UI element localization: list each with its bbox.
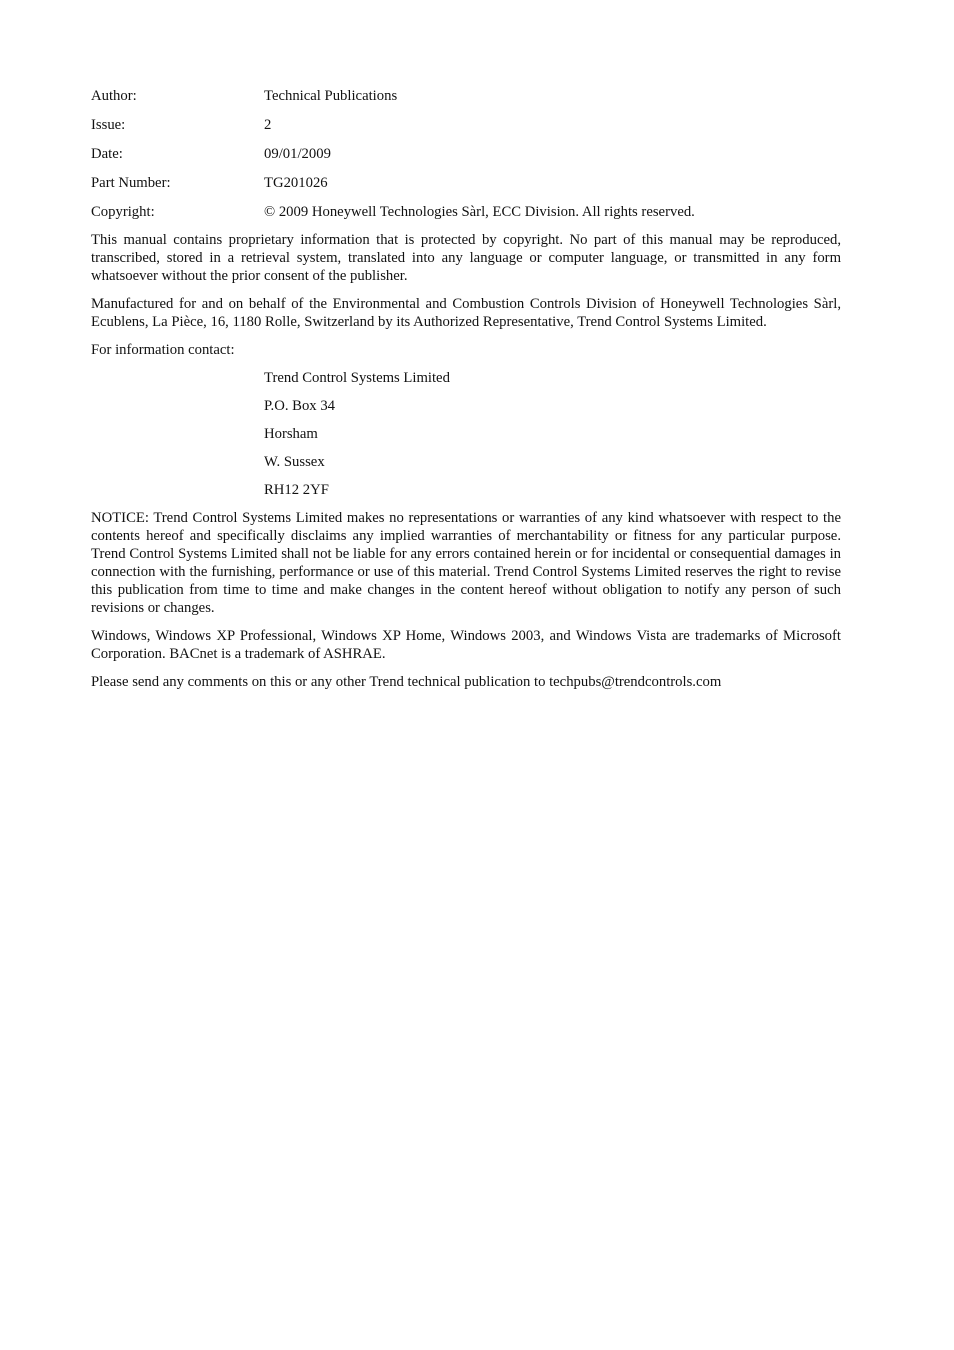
meta-label: Copyright: xyxy=(91,204,155,220)
trademarks-paragraph: Windows, Windows XP Professional, Windows XP Home, Windows 2003, and Windows Vista are trademarks of Microsoft Corporation. BACnet is a trademark of ASHRAE. xyxy=(91,628,841,662)
meta-row-date xyxy=(91,144,841,173)
address-line: Trend Control Systems Limited xyxy=(264,370,450,386)
notice-paragraph: NOTICE: Trend Control Systems Limited makes no representations or warranties of any kind whatsoever with respect to the contents hereof and specifically disclaims any implied warranties of merchantability or fitness for any particular purpose. Trend Control Systems Limited shall not be liable for any errors contained herein or for incidental or consequential damages in connection with the furnishing, performance or use of this material. Trend Control Systems Limited reserves the right to revise this publication from time to time and make changes in the content hereof without obligation to notify any person of such revisions or changes. xyxy=(91,510,841,616)
meta-label: Date: xyxy=(91,146,123,162)
address-line: Horsham xyxy=(264,426,318,442)
address-line: RH12 2YF xyxy=(264,482,329,498)
proprietary-paragraph: This manual contains proprietary information that is protected by copyright. No part of this manual may be reproduced, transcribed, stored in a retrieval system, translated into any language or computer language, or transmitted in any form whatsoever without the prior consent of the publisher. xyxy=(91,232,841,284)
meta-label: Part Number: xyxy=(91,175,171,191)
address-line: W. Sussex xyxy=(264,454,325,470)
meta-value: © 2009 Honeywell Technologies Sàrl, ECC Division. All rights reserved. xyxy=(264,204,695,220)
meta-value: Technical Publications xyxy=(264,88,398,104)
manufactured-paragraph: Manufactured for and on behalf of the Environmental and Combustion Controls Division of Honeywell Technologies Sàrl, Ecublens, La Pièce, 16, 1180 Rolle, Switzerland by its Authorized Representative, Trend Control Systems Limited. xyxy=(91,296,841,330)
meta-row-issue xyxy=(91,115,841,144)
comments-paragraph: Please send any comments on this or any other Trend technical publication to techpubs@trendcontrols.com xyxy=(91,674,722,690)
meta-value: 2 xyxy=(264,117,272,133)
address-line: P.O. Box 34 xyxy=(264,398,336,414)
contact-address xyxy=(264,369,841,509)
meta-value: TG201026 xyxy=(264,175,328,191)
meta-row-copyright xyxy=(91,202,841,231)
meta-row-part-number xyxy=(91,173,841,202)
contact-intro: For information contact: xyxy=(91,342,235,358)
meta-label: Issue: xyxy=(91,117,126,133)
meta-label: Author: xyxy=(91,88,137,104)
meta-row-author xyxy=(91,86,841,115)
document-page xyxy=(91,86,841,701)
meta-value: 09/01/2009 xyxy=(264,146,331,162)
